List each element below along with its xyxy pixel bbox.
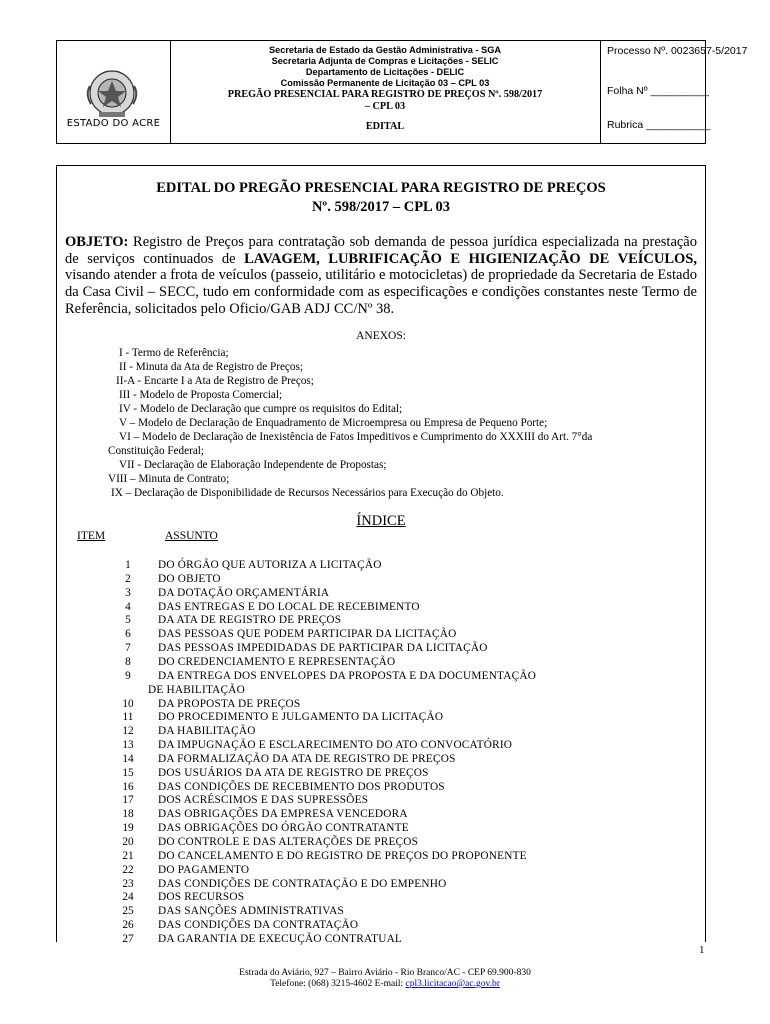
- header-pregao-line-2: – CPL 03: [364, 101, 406, 112]
- index-row-title: DAS CONDIÇÕES DE RECEBIMENTO DOS PRODUTOS: [158, 780, 445, 793]
- index-row-title: DAS CONDIÇÕES DE CONTRATAÇÃO E DO EMPENHO: [158, 877, 447, 890]
- index-row-title: DAS PESSOAS QUE PODEM PARTICIPAR DA LICITAÇÃO: [158, 628, 457, 641]
- header-edital: EDITAL: [365, 121, 405, 132]
- index-row-number: 23: [122, 877, 134, 890]
- index-row-title: DAS PESSOAS IMPEDIDADAS DE PARTICIPAR DA LICITAÇÃO: [158, 642, 488, 655]
- col-header-item: ITEM: [77, 530, 106, 542]
- index-row: [57, 878, 697, 892]
- seal-cell: [57, 41, 171, 143]
- index-row: [57, 559, 697, 573]
- index-row-number: 11: [122, 711, 134, 724]
- index-row: [57, 739, 697, 753]
- index-row-number: 5: [125, 614, 131, 627]
- folha-field: Folha Nº __________: [607, 85, 709, 97]
- anexo-item: IV - Modelo de Declaração que cumpre os requisitos do Edital;: [119, 403, 403, 415]
- index-row-number: 22: [122, 863, 134, 876]
- seal-caption: ESTADO DO ACRE: [66, 118, 161, 129]
- anexo-item: VI – Modelo de Declaração de Inexistência de Fatos Impeditivos e Cumprimento do XXXIII do Art. 7°da: [119, 431, 593, 443]
- index-row-title: DA ENTREGA DOS ENVELOPES DA PROPOSTA E DA DOCUMENTAÇÃO: [158, 669, 537, 682]
- index-row-number: 12: [122, 725, 134, 738]
- rubrica-field: Rubrica ___________: [607, 119, 711, 131]
- index-row: [57, 711, 697, 725]
- col-header-assunto: ASSUNTO: [165, 530, 218, 542]
- index-row-title: DAS SANÇÕES ADMINISTRATIVAS: [158, 905, 344, 918]
- index-row: [57, 794, 697, 808]
- header-process-cell: [601, 41, 748, 143]
- index-row: [57, 628, 697, 642]
- index-row-number: 18: [122, 808, 134, 821]
- index-row: [57, 836, 697, 850]
- index-row-title: DOS RECURSOS: [158, 891, 245, 904]
- index-row-title: DE HABILITAÇÃO: [148, 683, 245, 696]
- index-row: [57, 905, 697, 919]
- objeto-label: OBJETO:: [65, 234, 129, 250]
- index-row: [57, 919, 697, 933]
- index-row-title: DO CREDENCIAMENTO E REPRESENTAÇÃO: [158, 655, 396, 668]
- processo-number: Processo Nº. 0023657-5/2017: [607, 45, 748, 57]
- index-row-number: 17: [122, 794, 134, 807]
- anexo-item: VIII – Minuta de Contrato;: [108, 473, 230, 485]
- index-row: [57, 822, 697, 836]
- index-row-number: 19: [122, 822, 134, 835]
- header-agency-cell: [170, 41, 601, 143]
- index-row-number: 8: [125, 655, 131, 668]
- header-line-2: Secretaria Adjunta de Compras e Licitações - SELIC: [271, 56, 499, 66]
- objeto-text-1: Registro de Preços para contratação sob demanda de pessoa jurídica especializada na prestação de serviços continuados de: [65, 234, 697, 267]
- index-row: [57, 614, 697, 628]
- index-row-number: 4: [125, 600, 131, 613]
- anexo-item: Constituição Federal;: [108, 445, 205, 457]
- index-row-title: DA DOTAÇÃO ORÇAMENTÁRIA: [158, 586, 330, 599]
- index-row-number: 24: [122, 891, 134, 904]
- index-row-title: DO ÓRGÃO QUE AUTORIZA A LICITAÇÃO: [158, 559, 382, 571]
- index-row: [57, 656, 697, 670]
- index-row-number: 21: [122, 849, 134, 862]
- index-row-number: 7: [125, 642, 131, 655]
- index-row-title: DO CONTROLE E DAS ALTERAÇÕES DE PREÇOS: [158, 836, 419, 848]
- index-row: [57, 601, 697, 615]
- page-number: 1: [699, 944, 705, 956]
- page-footer: [0, 968, 770, 990]
- index-row-number: 26: [122, 919, 134, 932]
- objeto-text-2: visando atender a frota de veículos (passeio, utilitário e motocicletas) de propriedade da Secretaria de Estado da Casa Civil – SECC, tudo em conformidade com as especificações e condições constantes neste Termo de Referência, solicitados pelo Oficio/GAB ADJ CC/Nº 38.: [65, 267, 697, 317]
- index-row-title: DA IMPUGNAÇÃO E ESCLARECIMENTO DO ATO CONVOCATÓRIO: [158, 739, 513, 752]
- index-row-number: 14: [122, 752, 134, 765]
- anexos-heading: ANEXOS:: [356, 330, 406, 342]
- index-row: [57, 753, 697, 767]
- index-row: [57, 864, 697, 878]
- page-title-line-1: EDITAL DO PREGÃO PRESENCIAL PARA REGISTRO DE PREÇOS: [156, 180, 606, 196]
- content-box: [56, 165, 706, 945]
- footer-phone: Telefone: (068) 3215-4602 E-mail:: [270, 979, 406, 989]
- index-row: [57, 642, 697, 656]
- footer-address: Estrada do Aviário, 927 – Bairro Aviário - Rio Branco/AC - CEP 69.900-830: [239, 968, 531, 978]
- document-header: [56, 40, 748, 144]
- index-row-title: DAS ENTREGAS E DO LOCAL DE RECEBIMENTO: [158, 600, 420, 613]
- index-row-title: DO PROCEDIMENTO E JULGAMENTO DA LICITAÇÃO: [158, 711, 444, 724]
- index-row-number: 10: [122, 697, 134, 710]
- index-row-title: DOS ACRÉSCIMOS E DAS SUPRESSÕES: [158, 794, 369, 807]
- index-row: [57, 670, 697, 684]
- index-row: [57, 850, 697, 864]
- index-row: [57, 891, 697, 905]
- page-title-line-2: Nº. 598/2017 – CPL 03: [311, 199, 451, 215]
- index-row-title: DA GARANTIA DE EXECUÇÃO CONTRATUAL: [158, 932, 403, 945]
- index-row-title: DA FORMALIZAÇÃO DA ATA DE REGISTRO DE PREÇOS: [158, 752, 456, 765]
- index-row: [57, 781, 697, 795]
- index-row-number: 2: [125, 572, 131, 585]
- anexo-item: IX – Declaração de Disponibilidade de Recursos Necessários para Execução do Objeto.: [111, 487, 504, 499]
- index-row-number: 16: [122, 780, 134, 793]
- index-row-title: DO OBJETO: [158, 572, 221, 585]
- index-row-number: 6: [125, 628, 131, 641]
- header-line-1: Secretaria de Estado da Gestão Administrativa - SGA: [269, 45, 501, 55]
- index-row-number: 3: [125, 586, 131, 599]
- index-row: [57, 808, 697, 822]
- anexo-item: III - Modelo de Proposta Comercial;: [119, 389, 283, 401]
- header-pregao-line-1: PREGÃO PRESENCIAL PARA REGISTRO DE PREÇOS Nº. 598/2017: [227, 89, 543, 100]
- index-row: [57, 587, 697, 601]
- anexo-item: V – Modelo de Declaração de Enquadramento de Microempresa ou Empresa de Pequeno Porte;: [119, 417, 548, 429]
- index-row-title: DAS OBRIGAÇÕES DA EMPRESA VENCEDORA: [158, 808, 408, 821]
- index-row-title: DA HABILITAÇÃO: [158, 725, 256, 738]
- objeto-bold: LAVAGEM, LUBRIFICAÇÃO E HIGIENIZAÇÃO DE VEÍCULOS,: [244, 250, 697, 267]
- objeto-paragraph: [65, 234, 697, 318]
- index-row: [57, 573, 697, 587]
- anexo-item: I - Termo de Referência;: [119, 347, 229, 359]
- anexo-item: II - Minuta da Ata de Registro de Preços;: [119, 361, 303, 373]
- header-line-4: Comissão Permanente de Licitação 03 – CPL 03: [280, 78, 490, 88]
- index-row-title: DO PAGAMENTO: [158, 863, 250, 876]
- index-row: [57, 725, 697, 739]
- index-row: [57, 933, 697, 947]
- footer-contact: [0, 979, 770, 990]
- index-row: [57, 698, 697, 712]
- header-line-3: Departamento de Licitações - DELIC: [305, 67, 465, 77]
- indice-heading: ÍNDICE: [356, 513, 406, 529]
- anexo-item: II-A - Encarte I a Ata de Registro de Preços;: [116, 375, 314, 387]
- index-row-number: 15: [122, 766, 134, 779]
- index-row-number: 13: [122, 739, 134, 752]
- index-row: [57, 767, 697, 781]
- index-row-title: DOS USUÁRIOS DA ATA DE REGISTRO DE PREÇOS: [158, 766, 429, 779]
- index-row-number: 27: [122, 932, 134, 945]
- index-row-title: DAS OBRIGAÇÕES DO ÓRGÃO CONTRATANTE: [158, 822, 409, 835]
- anexo-item: VII - Declaração de Elaboração Independente de Propostas;: [119, 459, 387, 471]
- index-row-title: DAS CONDIÇÕES DA CONTRATAÇÃO: [158, 919, 359, 932]
- index-row-number: 9: [125, 669, 131, 682]
- index-row-title: DO CANCELAMENTO E DO REGISTRO DE PREÇOS DO PROPONENTE: [158, 849, 527, 862]
- index-row-number: 20: [122, 836, 134, 848]
- index-row-number: 1: [125, 559, 131, 571]
- acre-seal-icon: [81, 64, 143, 126]
- index-row-title: DA PROPOSTA DE PREÇOS: [158, 697, 301, 710]
- footer-email-link[interactable]: cpl3.licitacao@ac.gov.br: [405, 979, 500, 989]
- index-row: [57, 684, 697, 698]
- index-row-number: 25: [122, 905, 134, 918]
- index-row-title: DA ATA DE REGISTRO DE PREÇOS: [158, 614, 342, 627]
